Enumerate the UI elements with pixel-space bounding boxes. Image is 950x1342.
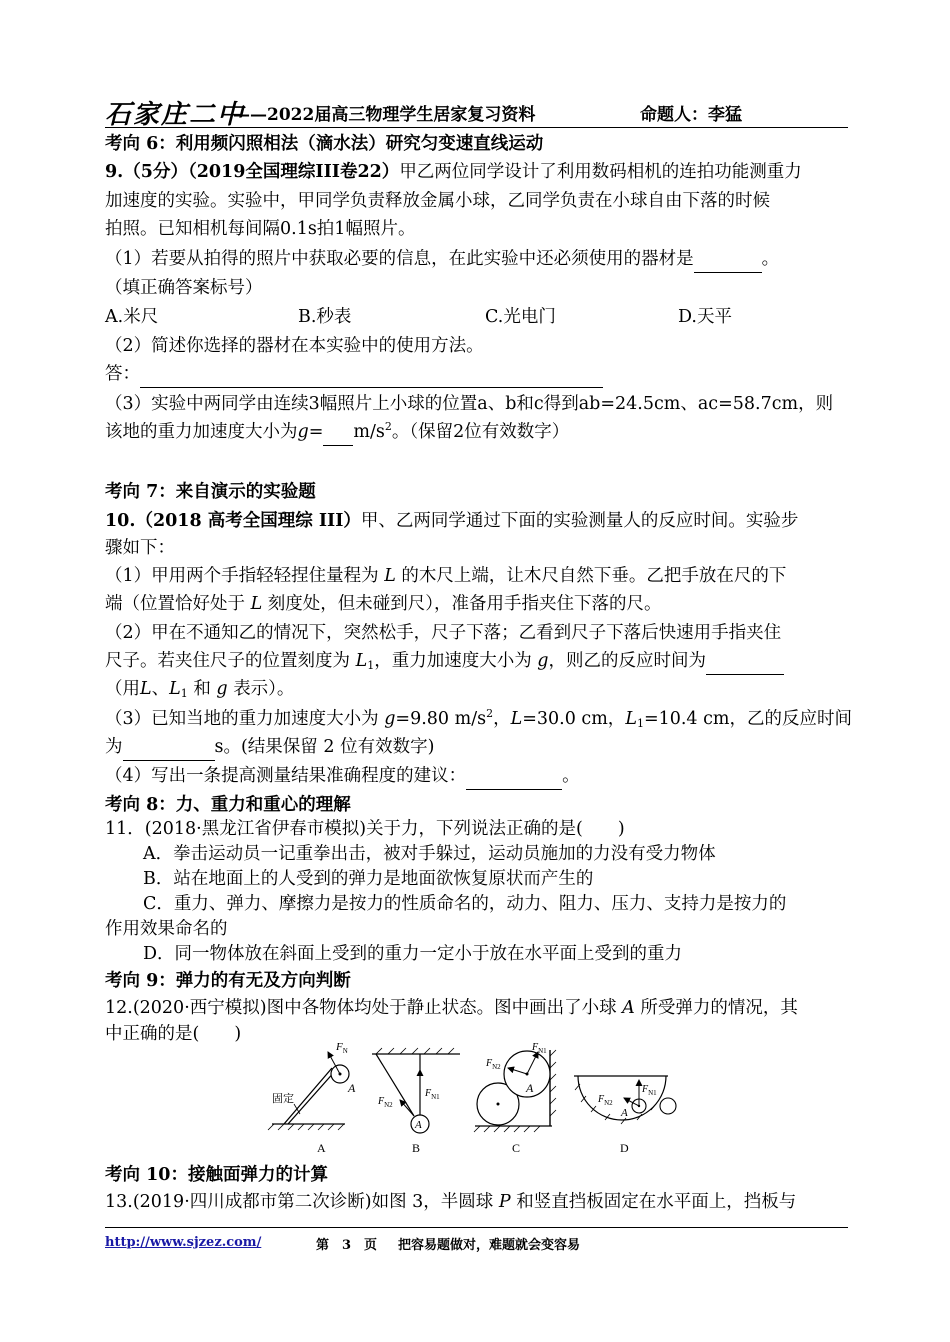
q11-option-c: C．重力、弹力、摩擦力是按力的性质命名的，动力、阻力、压力、支持力是按力的 xyxy=(143,894,787,914)
q12: 12.(2020·西宁模拟)图中各物体均处于静止状态。图中画出了小球 A 所受弹力的情况，其 xyxy=(105,998,798,1018)
svg-text:A: A xyxy=(415,1119,422,1131)
q9-line1: 9.（5分）（2019全国理综III卷22）甲乙两位同学设计了利用数码相机的连拍功能测重力 xyxy=(105,162,802,182)
q9-part2: （2）简述你选择的器材在本实验中的使用方法。 xyxy=(105,336,484,356)
svg-text:FN: $F_N$ xyxy=(336,1041,348,1055)
answer-line[interactable] xyxy=(140,361,603,388)
time-blank[interactable] xyxy=(123,734,215,761)
option-b: B.秒表 xyxy=(298,307,352,327)
q10-p1: （1）甲用两个手指轻轻捏住量程为 L 的木尺上端，让木尺自然下垂。乙把手放在尺的下 xyxy=(105,566,787,586)
svg-text:FN2: $F_{N2}$ xyxy=(486,1058,501,1071)
svg-text:A: A xyxy=(348,1081,356,1095)
svg-text:FN1: $F_{N1}$ xyxy=(532,1042,547,1055)
option-c: C.光电门 xyxy=(485,307,556,327)
suggestion-blank[interactable] xyxy=(466,763,562,790)
option-d: D.天平 xyxy=(678,307,732,327)
q12-b: 中正确的是( ) xyxy=(105,1024,242,1044)
elastic-force-figure xyxy=(260,1040,680,1160)
footer-motto: 把容易题做对，难题就会变容易 xyxy=(398,1238,581,1253)
panel-b xyxy=(372,1048,460,1155)
svg-text:A: A xyxy=(317,1141,326,1155)
footer-rule xyxy=(105,1227,848,1228)
q11-option-b: B．站在地面上的人受到的弹力是地面欲恢复原状而产生的 xyxy=(143,869,594,889)
q9-part1-note: （填正确答案标号） xyxy=(105,278,263,298)
q9-line3: 拍照。已知相机每间隔0.1s拍1幅照片。 xyxy=(105,219,416,239)
header-rule xyxy=(105,127,848,128)
svg-text:A: A xyxy=(526,1081,534,1095)
svg-text:A: A xyxy=(621,1107,628,1119)
panel-d xyxy=(574,1076,676,1155)
heading-6: 考向 6：利用频闪照相法（滴水法）研究匀变速直线运动 xyxy=(105,134,544,154)
svg-text:D: D xyxy=(620,1141,629,1155)
panel-c xyxy=(474,1042,556,1155)
q11-option-a: A．拳击运动员一记重拳出击，被对手躲过，运动员施加的力没有受力物体 xyxy=(143,844,716,864)
q11-option-c-2: 作用效果命名的 xyxy=(105,919,228,939)
svg-text:FN2: $F_{N2}$ xyxy=(378,1096,393,1109)
g-blank[interactable] xyxy=(323,419,353,446)
svg-text:B: B xyxy=(412,1141,421,1155)
heading-8: 考向 8：力、重力和重心的理解 xyxy=(105,795,351,815)
reaction-time-blank[interactable] xyxy=(706,648,784,675)
answer-blank[interactable] xyxy=(694,246,762,273)
svg-text:FN1: $F_{N1}$ xyxy=(642,1084,657,1097)
q10-p1-b: 端（位置恰好处于 L 刻度处，但未碰到尺），准备用手指夹住下落的尺。 xyxy=(105,594,662,614)
svg-text:FN1: $F_{N1}$ xyxy=(425,1088,440,1101)
svg-text:固定: 固定 xyxy=(272,1093,294,1105)
site-link[interactable]: http://www.sjzez.com/ xyxy=(105,1235,262,1250)
q9-part3: （3）实验中两同学由连续3幅照片上小球的位置a、b和c得到ab=24.5cm、ac=58.7cm，则 xyxy=(105,394,834,414)
q10-p2-b: 尺子。若夹住尺子的位置刻度为 $L_1$，重力加速度大小为 g，则乙的反应时间为 xyxy=(105,648,784,675)
q10-line1: 10.（2018 高考全国理综 III）甲、乙两同学通过下面的实验测量人的反应时间。实验步 xyxy=(105,511,799,531)
q10-p2-c: （用L、$L_1$ 和 g 表示）。 xyxy=(105,679,295,700)
q11: 11．(2018·黑龙江省伊春市模拟)关于力，下列说法正确的是( ) xyxy=(105,819,625,839)
q10-p3-b: 为 s。(结果保留 2 位有效数字) xyxy=(105,734,434,761)
author: 命题人：李猛 xyxy=(640,105,742,125)
school-name: 石家庄二中 xyxy=(105,100,246,130)
svg-text:C: C xyxy=(512,1141,521,1155)
q9-part1: （1）若要从拍得的照片中获取必要的信息，在此实验中还必须使用的器材是 。 xyxy=(105,246,779,273)
q9-line2: 加速度的实验。实验中，甲同学负责释放金属小球，乙同学负责在小球自由下落的时候 xyxy=(105,191,770,211)
q13: 13.(2019·四川成都市第二次诊断)如图 3，半圆球 P 和竖直挡板固定在水平面上，挡板与 xyxy=(105,1192,797,1212)
panel-a xyxy=(268,1041,356,1155)
q10-p4: （4）写出一条提高测量结果准确程度的建议： 。 xyxy=(105,763,580,790)
q10-p2: （2）甲在不通知乙的情况下，突然松手，尺子下落；乙看到尺子下落后快速用手指夹住 xyxy=(105,623,782,643)
heading-10: 考向 10：接触面弹力的计算 xyxy=(105,1165,328,1185)
q10-line2: 骤如下： xyxy=(105,538,175,558)
doc-title: ——2022届高三物理学生居家复习资料 xyxy=(233,105,536,125)
svg-text:FN2: $F_{N2}$ xyxy=(598,1094,613,1107)
q10-p3: （3）已知当地的重力加速度大小为 g=9.80 $m/s^2$，L=30.0 cm，$L_1=10.4$ cm，乙的反应时间 xyxy=(105,707,853,730)
page-number: 第 3 页 xyxy=(316,1238,378,1253)
option-a: A.米尺 xyxy=(105,307,159,327)
q11-option-d: D．同一物体放在斜面上受到的重力一定小于放在水平面上受到的重力 xyxy=(143,944,683,964)
heading-9: 考向 9：弹力的有无及方向判断 xyxy=(105,971,351,991)
q9-part3-b: 该地的重力加速度大小为$g= m/s^2$。（保留2位有效数字） xyxy=(105,419,569,446)
heading-7: 考向 7：来自演示的实验题 xyxy=(105,482,316,502)
q9-answer: 答： xyxy=(105,361,603,388)
